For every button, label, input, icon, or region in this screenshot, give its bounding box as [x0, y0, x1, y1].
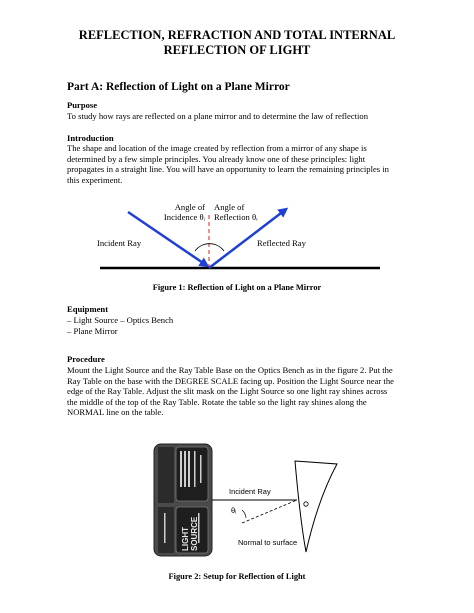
angle-arc: [242, 510, 246, 518]
light-source-label-1: LIGHT: [181, 527, 190, 551]
procedure-line: Mount the Light Source and the Ray Table Base on the Optics Bench as in the figure 2. Put the: [67, 365, 393, 375]
theta-label: θᵢ: [231, 506, 237, 515]
procedure-heading: Procedure: [67, 354, 105, 364]
document-title: [0, 28, 474, 58]
procedure-line: edge of the Ray Table. Adjust the slit mask on the Light Source so one light ray shines across: [67, 386, 388, 397]
title-line-1: REFLECTION, REFRACTION AND TOTAL INTERNAL: [78, 28, 396, 42]
procedure-line: the middle of the top of the Ray Table. Rotate the table so the light ray shines along the: [67, 396, 367, 407]
introduction-line: this experiment.: [67, 174, 123, 185]
purpose-text: To study how rays are reflected on a plane mirror and to determine the law of reflection: [67, 111, 369, 121]
angle-reflection-label-1: Angle of: [214, 202, 245, 212]
angle-incidence-label-1: Angle of: [174, 202, 205, 212]
reflected-ray-label: Reflected Ray: [257, 238, 306, 248]
figure-1-caption: Figure 1: Reflection of Light on a Plane Mirror: [152, 283, 322, 292]
introduction-heading: Introduction: [67, 133, 114, 143]
normal-label: Normal to surface: [238, 538, 298, 547]
mirror-piece: [295, 461, 337, 552]
introduction-line: determined by a few simple principles. You already know one of these principles: light: [67, 153, 366, 164]
procedure-line: NORMAL line on the table.: [67, 407, 164, 418]
equipment-item: – Plane Mirror: [67, 325, 118, 336]
purpose-heading: Purpose: [67, 100, 98, 110]
figure-2-setup-diagram: [150, 441, 340, 558]
introduction-text: [67, 143, 389, 185]
light-source-label-2: SOURCE: [190, 516, 199, 551]
light-source-side-panel: [158, 447, 174, 503]
part-a-heading: Part A: Reflection of Light on a Plane Mirror: [67, 81, 290, 93]
normal-line: [242, 500, 297, 523]
figure-1-reflection-diagram: [90, 195, 390, 280]
equipment-heading: Equipment: [67, 304, 109, 314]
angle-incidence-label-2: Incidence θᵢ: [163, 212, 205, 222]
equipment-list: [67, 315, 173, 336]
procedure-line: Ray Table on the base with the DEGREE SCALE facing up. Position the Light Source near the: [67, 375, 394, 386]
title-line-2: REFLECTION OF LIGHT: [163, 43, 311, 57]
figure-2-caption: Figure 2: Setup for Reflection of Light: [168, 572, 306, 581]
incident-ray-label: Incident Ray: [229, 487, 271, 496]
equipment-item: – Light Source – Optics Bench: [67, 315, 174, 325]
incident-ray-label: Incident Ray: [97, 238, 142, 248]
introduction-line: propagates in a straight line. You will have an opportunity to learn the remaining principles in: [67, 164, 389, 175]
light-source-side-panel: [158, 507, 174, 553]
procedure-text: [67, 365, 394, 418]
introduction-line: The shape and location of the image created by reflection from a mirror of any shape is: [67, 143, 367, 153]
angle-reflection-label-2: Reflection θᵣ: [214, 212, 259, 222]
